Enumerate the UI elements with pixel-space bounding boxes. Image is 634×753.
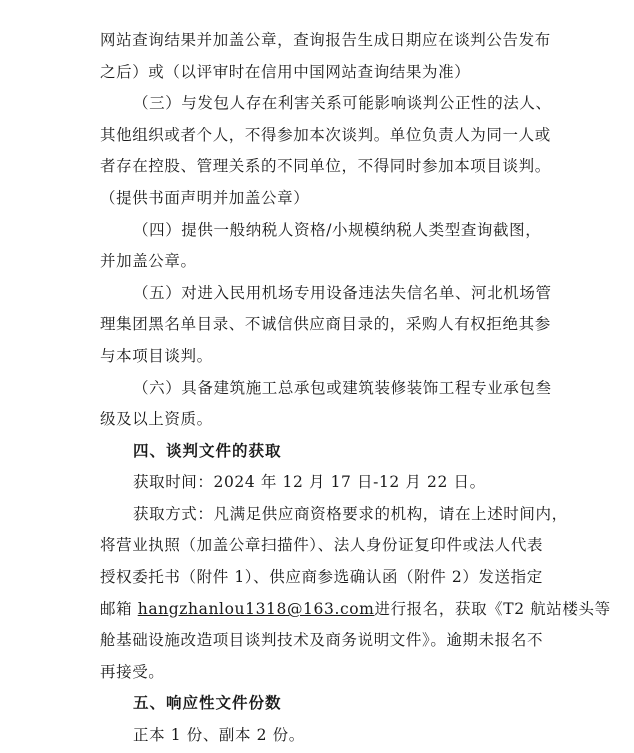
paragraph-line: 再接受。 (100, 663, 165, 681)
section-5-heading: 五、响应性文件份数 (133, 694, 282, 712)
paragraph-line: 将营业执照（加盖公章扫描件）、法人身份证复印件或法人代表 (100, 536, 544, 554)
section-4-heading: 四、谈判文件的获取 (133, 442, 282, 460)
acquisition-time: 获取时间：2024 年 12 月 17 日-12 月 22 日。 (133, 473, 486, 491)
clause-3-line: （三）与发包人存在利害关系可能影响谈判公正性的法人、 (133, 94, 552, 112)
email-prefix: 邮箱 (100, 600, 138, 618)
clause-5-line: （五）对进入民用机场专用设备违法失信名单、河北机场管 (133, 284, 552, 302)
clause-6-line: （六）具备建筑施工总承包或建筑装修装饰工程专业承包叁 (133, 379, 552, 397)
clause-4-line: （四）提供一般纳税人资格/小规模纳税人类型查询截图， (133, 221, 542, 239)
paragraph-line: 网站查询结果并加盖公章，查询报告生成日期应在谈判公告发布 (100, 31, 551, 49)
paragraph-line: 舱基础设施改造项目谈判技术及商务说明文件》。逾期未报名不 (100, 631, 544, 649)
acquisition-method: 获取方式：凡满足供应商资格要求的机构，请在上述时间内， (133, 505, 568, 523)
email-suffix: 进行报名，获取《T2 航站楼头等 (374, 600, 611, 618)
paragraph-line: 其他组织或者个人，不得参加本次谈判。单位负责人为同一人或 (100, 126, 551, 144)
paragraph-line: 理集团黑名单目录、不诚信供应商目录的，采购人有权拒绝其参 (100, 315, 551, 333)
paragraph-line: 者存在控股、管理关系的不同单位，不得同时参加本项目谈判。 (100, 157, 551, 175)
paragraph-line: （提供书面声明并加盖公章） (100, 189, 310, 207)
paragraph-line: 之后）或（以评审时在信用中国网站查询结果为准） (100, 63, 471, 81)
paragraph-line: 授权委托书（附件 1）、供应商参选确认函（附件 2）发送指定 (100, 568, 543, 586)
paragraph-line: 与本项目谈判。 (100, 347, 213, 365)
paragraph-line: 并加盖公章。 (100, 252, 197, 270)
paragraph-line: 级及以上资质。 (100, 410, 213, 428)
email-link[interactable]: hangzhanlou1318@163.com (137, 600, 375, 618)
email-line (100, 593, 634, 625)
copies-count: 正本 1 份、副本 2 份。 (133, 726, 305, 744)
